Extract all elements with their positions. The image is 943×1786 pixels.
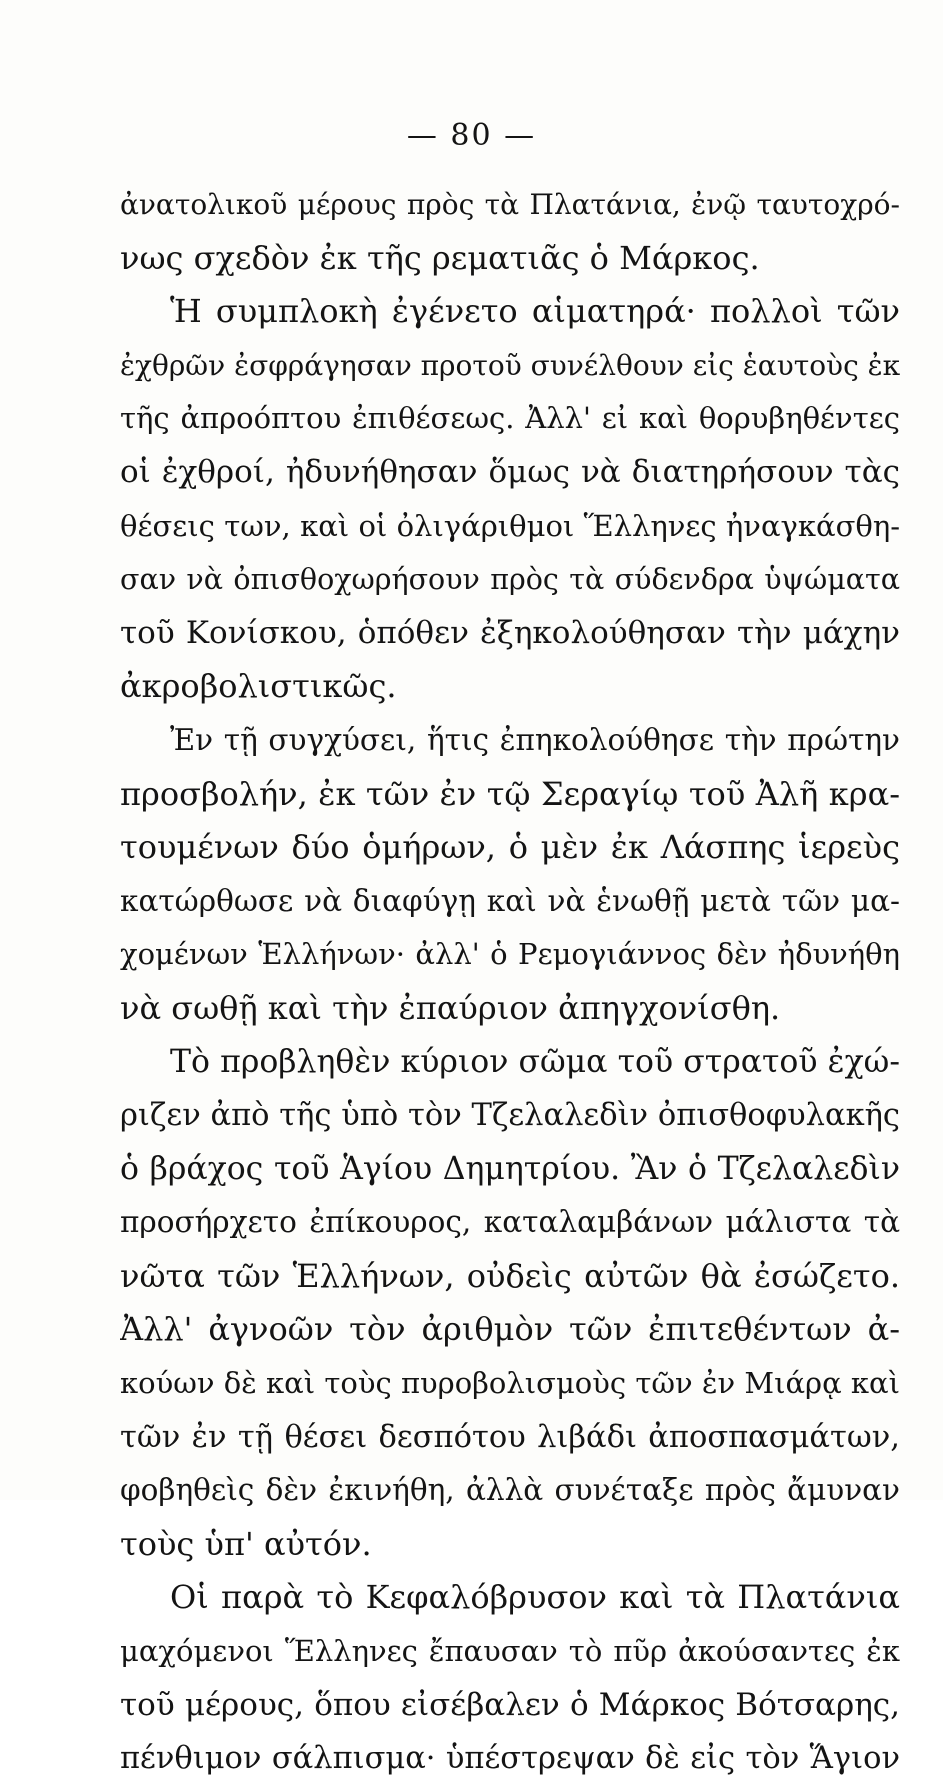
- text-line: κούων δὲ καὶ τοὺς πυροβολισμοὺς τῶν ἐν Μιάρᾳ καὶ: [120, 1366, 900, 1401]
- page-number: — 80 —: [406, 118, 537, 153]
- text-line: τοῦ Κονίσκου, ὁπόθεν ἐξηκολούθησαν τὴν μάχην: [120, 614, 900, 651]
- text-line: νως σχεδὸν ἐκ τῆς ρεματιᾶς ὁ Μάρκος.: [120, 238, 760, 277]
- text-line: ριζεν ἀπὸ τῆς ὑπὸ τὸν Τζελαλεδὶν ὀπισθοφυλακῆς: [120, 1098, 900, 1134]
- text-line: τουμένων δύο ὁμήρων, ὁ μὲν ἐκ Λάσπης ἱερεὺς: [120, 828, 900, 867]
- text-line: Ἡ συμπλοκὴ ἐγένετο αἱματηρά· πολλοὶ τῶν: [170, 292, 900, 331]
- text-line: θέσεις των, καὶ οἱ ὀλιγάριθμοι Ἕλληνες ἠναγκάσθη-: [120, 508, 900, 543]
- text-line: Τὸ προβληθὲν κύριον σῶμα τοῦ στρατοῦ ἐχώ-: [170, 1043, 900, 1080]
- text-line: Ἐν τῇ συγχύσει, ἥτις ἐπηκολούθησε τὴν πρώτην: [170, 722, 900, 757]
- text-line: χομένων Ἑλλήνων· ἀλλ' ὁ Ρεμογιάννος δὲν ἠδυνήθη: [120, 937, 900, 972]
- text-line: ἐχθρῶν ἐσφράγησαν προτοῦ συνέλθουν εἰς ἑαυτοὺς ἐκ: [120, 348, 900, 382]
- text-line: μαχόμενοι Ἕλληνες ἔπαυσαν τὸ πῦρ ἀκούσαντες ἐκ: [120, 1634, 900, 1669]
- text-line: τῶν ἐν τῇ θέσει δεσπότου λιβάδι ἀποσπασμάτων,: [120, 1419, 900, 1455]
- text-line: Οἱ παρὰ τὸ Κεφαλόβρυσον καὶ τὰ Πλατάνια: [170, 1578, 900, 1617]
- text-line: τοῦ μέρους, ὅπου εἰσέβαλεν ὁ Μάρκος Βότσαρης,: [120, 1686, 900, 1723]
- text-line: τοὺς ὑπ' αὐτόν.: [120, 1524, 372, 1563]
- text-line: ἀνατολικοῦ μέρους πρὸς τὰ Πλατάνια, ἐνῷ ταυτοχρό-: [120, 188, 900, 221]
- text-line: πένθιμον σάλπισμα· ὑπέστρεψαν δὲ εἰς τὸν Ἅγιον: [120, 1741, 900, 1777]
- text-line: προσβολήν, ἐκ τῶν ἐν τῷ Σεραγίῳ τοῦ Ἀλῆ κρα-: [120, 774, 900, 813]
- text-line: σαν νὰ ὀπισθοχωρήσουν πρὸς τὰ σύδενδρα ὑψώματα: [120, 563, 900, 597]
- text-line: Ἀλλ' ἀγνοῶν τὸν ἀριθμὸν τῶν ἐπιτεθέντων ἀ-: [120, 1310, 900, 1349]
- text-line: νὰ σωθῇ καὶ τὴν ἐπαύριον ἀπηγχονίσθη.: [120, 988, 781, 1027]
- text-line: τῆς ἀπροόπτου ἐπιθέσεως. Ἀλλ' εἰ καὶ θορυβηθέντες: [120, 401, 900, 436]
- body-text: [120, 178, 900, 1786]
- text-line: ἀκροβολιστικῶς.: [120, 667, 397, 706]
- text-line: φοβηθεὶς δὲν ἐκινήθη, ἀλλὰ συνέταξε πρὸς ἄμυναν: [120, 1473, 900, 1508]
- text-line: ὁ βράχος τοῦ Ἁγίου Δημητρίου. Ἂν ὁ Τζελαλεδὶν: [120, 1150, 900, 1187]
- text-line: νῶτα τῶν Ἑλλήνων, οὐδεὶς αὐτῶν θὰ ἐσώζετο.: [120, 1256, 900, 1295]
- text-line: προσήρχετο ἐπίκουρος, καταλαμβάνων μάλιστα τὰ: [120, 1205, 900, 1240]
- text-line: κατώρθωσε νὰ διαφύγῃ καὶ νὰ ἑνωθῇ μετὰ τῶν μα-: [120, 883, 900, 918]
- text-line: οἱ ἐχθροί, ἠδυνήθησαν ὅμως νὰ διατηρήσουν τὰς: [120, 453, 900, 490]
